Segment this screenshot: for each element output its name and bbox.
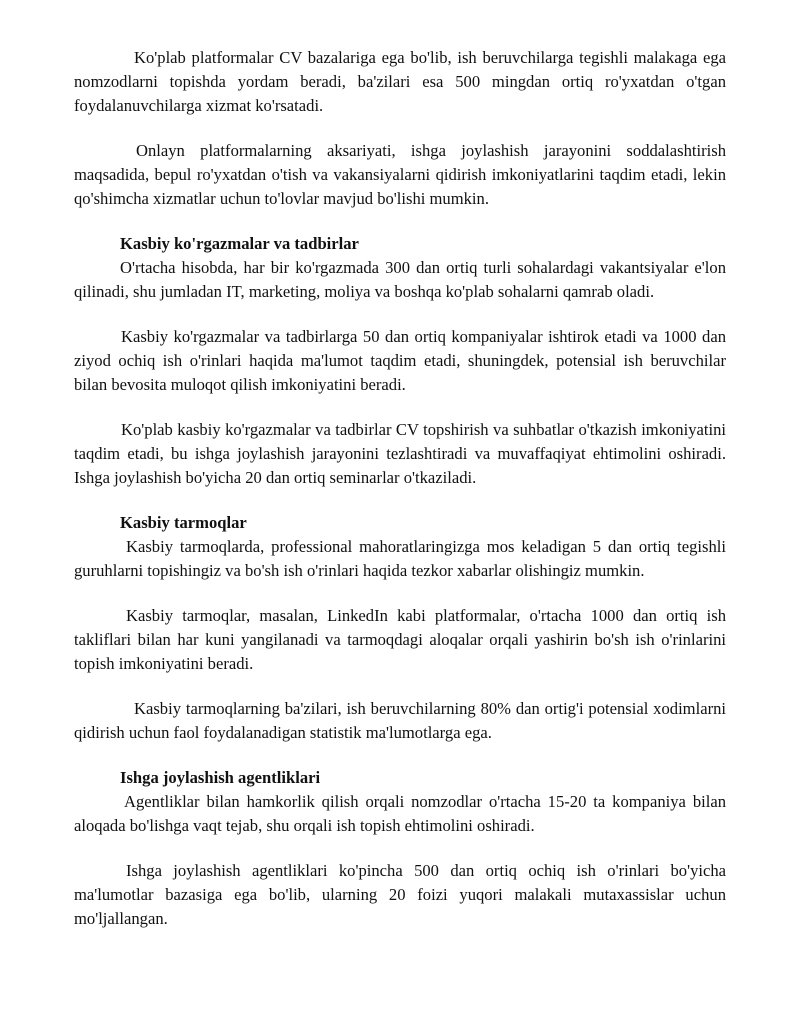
section-heading: Kasbiy ko'rgazmalar va tadbirlar bbox=[120, 234, 359, 253]
section-heading: Kasbiy tarmoqlar bbox=[120, 513, 247, 532]
paragraph: Ko'plab platformalar CV bazalariga ega bo'lib, ish beruvchilarga tegishli malakaga ega nomzodlarni topishda yordam beradi, ba'zilari esa 500 mingdan ortiq ro'yxatdan o'tgan foydalanuvchilarga xizmat ko'rsatadi. bbox=[74, 48, 726, 115]
paragraph: Ishga joylashish agentliklari ko'pincha 500 dan ortiq ochiq ish o'rinlari bo'yicha ma'lumotlar bazasiga ega bo'lib, ularning 20 foizi yuqori malakali mutaxassislar uchun mo'ljallangan. bbox=[74, 861, 726, 928]
paragraph: Onlayn platformalarning aksariyati, ishga joylashish jarayonini soddalashtirish maqsadida, bepul ro'yxatdan o'tish va vakansiyalarni qidirish imkoniyatlarini taqdim etadi, lekin qo'shimcha xizmatlar uchun to'lovlar mavjud bo'lishi mumkin. bbox=[74, 141, 726, 208]
paragraph: Kasbiy tarmoqlar, masalan, LinkedIn kabi platformalar, o'rtacha 1000 dan ortiq ish takliflari bilan har kuni yangilanadi va tarmoqdagi aloqalar orqali yashirin bo'sh ish o'rinlarini topish imkoniyatini beradi. bbox=[74, 606, 726, 673]
paragraph: Kasbiy ko'rgazmalar va tadbirlarga 50 dan ortiq kompaniyalar ishtirok etadi va 1000 dan ziyod ochiq ish o'rinlari haqida ma'lumot taqdim etadi, shuningdek, potensial ish beruvchilar bilan bevosita muloqot qilish imkoniyatini beradi. bbox=[74, 327, 726, 394]
paragraph: Agentliklar bilan hamkorlik qilish orqali nomzodlar o'rtacha 15-20 ta kompaniya bilan aloqada bo'lishga vaqt tejab, shu orqali ish topish ehtimolini oshiradi. bbox=[74, 792, 726, 835]
section-heading: Ishga joylashish agentliklari bbox=[120, 768, 321, 787]
paragraph: Kasbiy tarmoqlarning ba'zilari, ish beruvchilarning 80% dan ortig'i potensial xodimlarni qidirish uchun faol foydalanadigan statistik ma'lumotlarga ega. bbox=[74, 699, 726, 742]
paragraph: O'rtacha hisobda, har bir ko'rgazmada 300 dan ortiq turli sohalardagi vakantsiyalar e'lon qilinadi, shu jumladan IT, marketing, moliya va boshqa ko'plab sohalarni qamrab oladi. bbox=[74, 258, 726, 301]
paragraph: Kasbiy tarmoqlarda, professional mahoratlaringizga mos keladigan 5 dan ortiq tegishli guruhlarni topishingiz va bo'sh ish o'rinlari haqida tezkor xabarlar olishingiz mumkin. bbox=[74, 537, 726, 580]
paragraph: Ko'plab kasbiy ko'rgazmalar va tadbirlar CV topshirish va suhbatlar o'tkazish imkoniyatini taqdim etadi, bu ishga joylashish jarayonini tezlashtiradi va muvaffaqiyat ehtimolini oshiradi. Ishga joylashish bo'yicha 20 dan ortiq seminarlar o'tkaziladi. bbox=[74, 420, 726, 487]
